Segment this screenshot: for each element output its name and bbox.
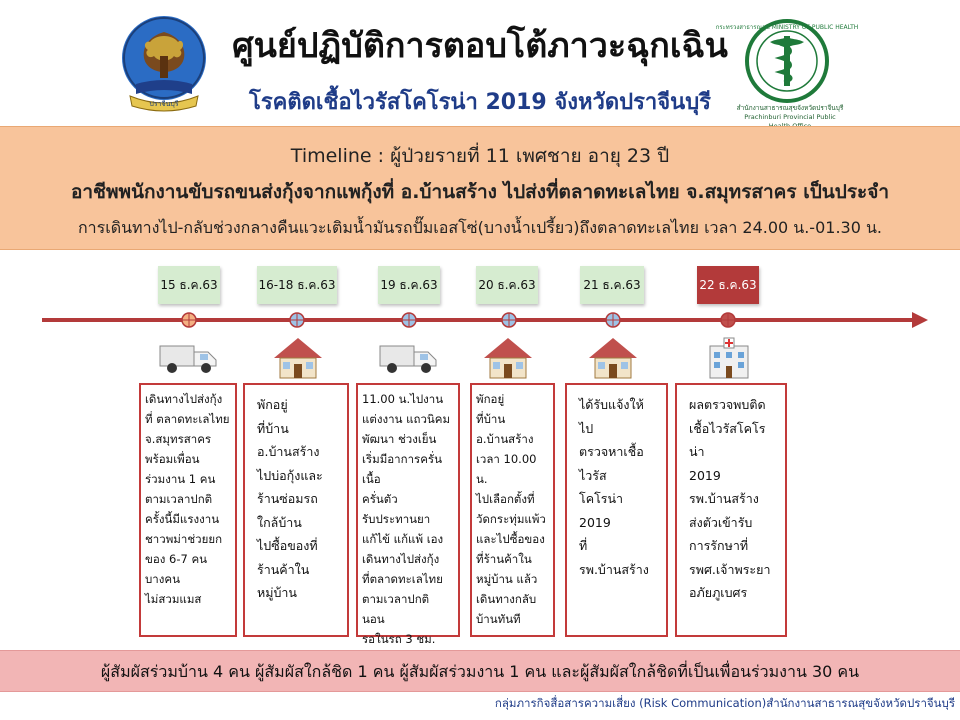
contacts-summary-box [0, 650, 960, 692]
house-icon [587, 336, 639, 384]
page-title: ศูนย์ปฏิบัติการตอบโต้ภาวะฉุกเฉิน [232, 26, 728, 66]
province-seal-logo [120, 12, 208, 112]
moph-office-label: สำนักงานสาธารณสุขจังหวัดปราจีนบุรี Prachinburi Provincial Public [736, 104, 844, 121]
event-box-21-dec: ได้รับแจ้งให้ไป ตรวจหาเชื้อ ไวรัส โคโรน่า 2019 ที่ รพ.บ้านสร้าง [565, 383, 668, 637]
date-tag: 21 ธ.ค.63 [580, 266, 644, 304]
date-tag: 16-18 ธ.ค.63 [257, 266, 337, 304]
summary-line-patient: Timeline : ผู้ป่วยรายที่ 11 เพศชาย อายุ 23 ปี [290, 145, 670, 167]
summary-line-travel: การเดินทางไป-กลับช่วงกลางคืนแวะเติมน้ำมันรถปั๊มเอสโซ่(บางน้ำเปรี้ยว)ถึงตลาดทะเลไทย เวลา 24.00 น.-01.30 น. [77, 218, 882, 237]
date-tag-diagnosis: 22 ธ.ค.63 [697, 266, 759, 304]
house-icon [272, 336, 324, 384]
date-tag: 19 ธ.ค.63 [378, 266, 440, 304]
event-box-22-dec: ผลตรวจพบติด เชื้อไวรัสโคโรน่า 2019 รพ.บ้านสร้าง ส่งตัวเข้ารับ การรักษาที่ รพศ.เจ้าพระยา อภัยภูเบศร [675, 383, 787, 637]
page-subtitle: โรคติดเชื้อไวรัสโคโรน่า 2019 จังหวัดปราจีนบุรี [249, 90, 711, 115]
event-box-16-18-dec: พักอยู่ ที่บ้าน อ.บ้านสร้าง ไปบ่อกุ้งและ ร้านซ่อมรถ ใกล้บ้าน ไปซื้อของที่ ร้านค้าใน หมู่บ้าน [243, 383, 349, 637]
credit-line: กลุ่มภารกิจสื่อสารความเสี่ยง (Risk Communication)สำนักงานสาธารณสุขจังหวัดปราจีนบุรี [494, 696, 955, 710]
svg-text:ปราจีนบุรี: ปราจีนบุรี [149, 100, 179, 108]
hospital-icon [706, 336, 752, 384]
event-box-20-dec: พักอยู่ ที่บ้าน อ.บ้านสร้าง เวลา 10.00 น. ไปเลือกตั้งที่ วัดกระทุ่มแพ้ว และไปซื้อของ ที่ร้านค้าใน หมู่บ้าน แล้ว เดินทางกลับ บ้านทันที [470, 383, 555, 637]
case-summary-box [0, 126, 960, 250]
summary-line-occupation: อาชีพพนักงานขับรถขนส่งกุ้งจากแพกุ้งที่ อ.บ้านสร้าง ไปส่งที่ตลาดทะเลไทย จ.สมุทรสาคร เป็นประจำ [70, 181, 890, 203]
contacts-summary-text: ผู้สัมผัสร่วมบ้าน 4 คน ผู้สัมผัสใกล้ชิด 1 คน ผู้สัมผัสร่วมงาน 1 คน และผู้สัมผัสใกล้ชิดที่เป็นเพื่อนร่วมงาน 30 คน [100, 662, 860, 681]
truck-icon [158, 336, 220, 380]
date-tag: 20 ธ.ค.63 [476, 266, 538, 304]
house-icon [482, 336, 534, 384]
timeline-arrow-head [912, 312, 928, 328]
event-box-19-dec: 11.00 น.ไปงาน แต่งงาน แถวนิคม พัฒนา ช่วงเย็น เริ่มมีอาการครั่นเนื้อ ครั่นตัว รับประทานยา แก้ไข้ แก้แพ้ เอง เดินทางไปส่งกุ้ง ที่ตลาดทะเลไทย ตามเวลาปกติ นอน รอในรถ 3 ชม. [356, 383, 460, 637]
date-tag: 15 ธ.ค.63 [158, 266, 220, 304]
svg-text:กระทรวงสาธารณสุข MINISTRY OF P: กระทรวงสาธารณสุข MINISTRY OF PUBLIC HEALTH [715, 24, 859, 31]
truck-icon [378, 336, 440, 380]
event-box-15-dec: เดินทางไปส่งกุ้ง ที่ ตลาดทะเลไทย จ.สมุทรสาคร พร้อมเพื่อน ร่วมงาน 1 คน ตามเวลาปกติ ครั้งนี้มีแรงงาน ชาวพม่าช่วยยก ของ 6-7 คน บางคน ไม่สวมแมส [139, 383, 237, 637]
